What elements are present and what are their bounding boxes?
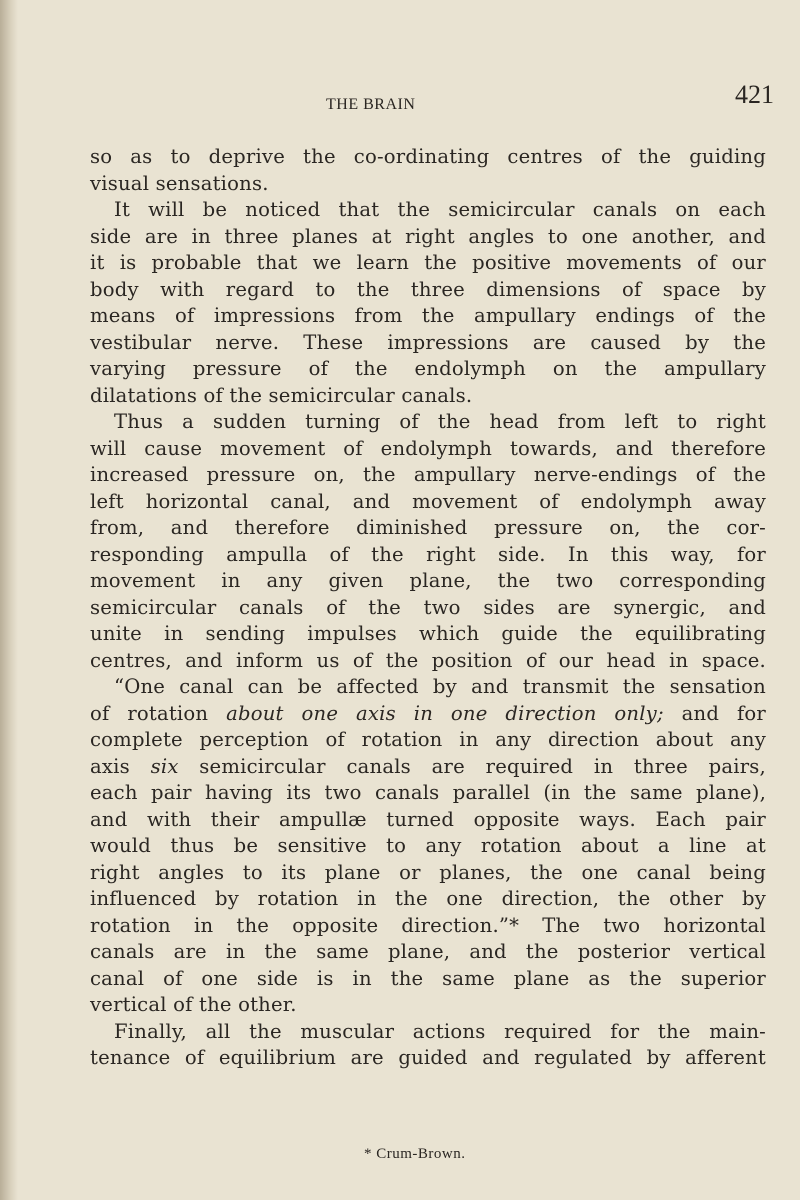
text-line bbox=[90, 701, 766, 728]
text-line: means of impressions from the ampullary endings of the bbox=[90, 304, 766, 327]
text-line: so as to deprive the co-ordinating centres of the guiding bbox=[90, 145, 766, 168]
running-title: THE BRAIN bbox=[326, 96, 416, 113]
text-fragment: and for bbox=[663, 701, 766, 725]
text-fragment: axis bbox=[90, 754, 151, 778]
text-line: “One canal can be affected by and transmit the sensation bbox=[114, 675, 766, 698]
text-line: increased pressure on, the ampullary nerve-endings of the bbox=[90, 463, 766, 486]
text-line: visual sensations. bbox=[90, 171, 269, 195]
text-line: semicircular canals of the two sides are synergic, and bbox=[90, 595, 766, 619]
text-line: canal of one side is in the same plane as the superior bbox=[90, 966, 766, 990]
text-line: vertical of the other. bbox=[90, 993, 297, 1016]
text-line: dilatations of the semicircular canals. bbox=[90, 383, 473, 407]
text-line: vestibular nerve. These impressions are caused by the bbox=[90, 330, 766, 354]
text-line: It will be noticed that the semicircular canals on each bbox=[114, 198, 766, 221]
text-line: rotation in the opposite direction.”* The two horizontal bbox=[90, 913, 766, 937]
page-gutter-shadow bbox=[0, 0, 18, 1200]
page-number: 421 bbox=[735, 80, 774, 109]
text-line: each pair having its two canals parallel (in the same plane), bbox=[90, 781, 766, 804]
text-line: influenced by rotation in the one direction, the other by bbox=[90, 887, 766, 910]
text-line: from, and therefore diminished pressure on, the cor- bbox=[90, 516, 766, 539]
text-fragment: semicircular canals are required in three pairs, bbox=[178, 754, 766, 778]
text-line: body with regard to the three dimensions of space by bbox=[90, 277, 766, 301]
footnote: * Crum-Brown. bbox=[364, 1146, 466, 1162]
text-line: and with their ampullæ turned opposite ways. Each pair bbox=[90, 807, 766, 831]
text-line: right angles to its plane or planes, the one canal being bbox=[90, 860, 766, 884]
text-fragment: of rotation bbox=[90, 701, 227, 725]
text-line: unite in sending impulses which guide the equilibrating bbox=[90, 622, 766, 645]
body-text bbox=[90, 144, 766, 1072]
italic-text: about one axis in one direction only; bbox=[226, 701, 664, 725]
text-line: left horizontal canal, and movement of endolymph away bbox=[90, 489, 766, 513]
text-line: it is probable that we learn the positive movements of our bbox=[90, 251, 766, 274]
text-line: will cause movement of endolymph towards, and therefore bbox=[90, 436, 766, 460]
text-line: varying pressure of the endolymph on the ampullary bbox=[90, 357, 766, 380]
text-line: movement in any given plane, the two corresponding bbox=[90, 569, 766, 592]
text-line: tenance of equilibrium are guided and regulated by afferent bbox=[90, 1046, 766, 1069]
text-line bbox=[90, 754, 766, 781]
text-line: would thus be sensitive to any rotation about a line at bbox=[90, 834, 766, 857]
text-line: complete perception of rotation in any direction about any bbox=[90, 728, 766, 751]
italic-text: six bbox=[150, 754, 179, 778]
text-line: canals are in the same plane, and the posterior vertical bbox=[90, 940, 766, 963]
text-line: Thus a sudden turning of the head from left to right bbox=[114, 410, 766, 433]
text-line: Finally, all the muscular actions required for the main- bbox=[114, 1019, 766, 1043]
text-line: centres, and inform us of the position of our head in space. bbox=[90, 648, 766, 672]
text-line: responding ampulla of the right side. In this way, for bbox=[90, 542, 766, 566]
text-line: side are in three planes at right angles to one another, and bbox=[90, 224, 766, 248]
running-head bbox=[56, 80, 774, 118]
